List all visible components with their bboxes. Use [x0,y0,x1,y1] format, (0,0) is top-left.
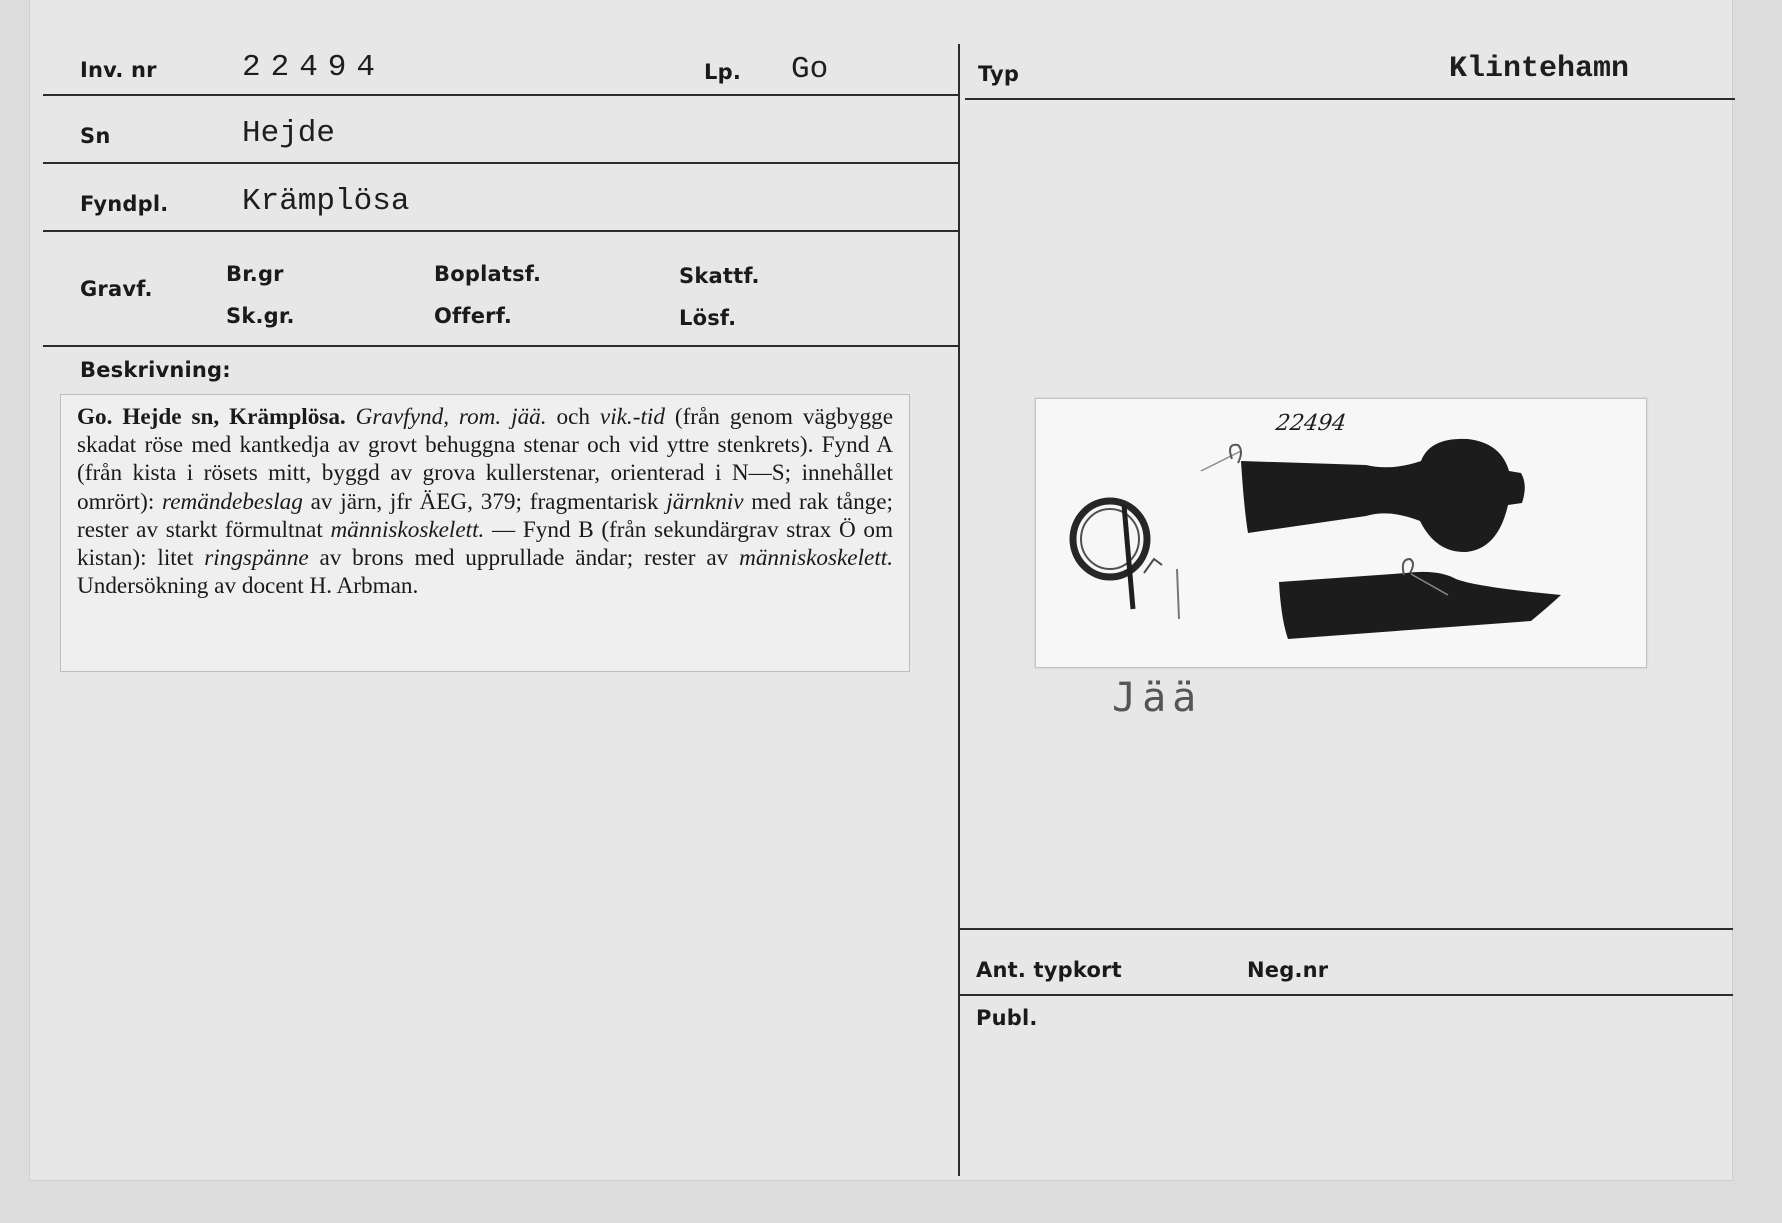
description-lead: Go. Hejde sn, Krämplösa. [77,404,346,430]
rule-typ [965,98,1735,100]
rule-ant [958,928,1733,930]
sn-value: Hejde [242,116,336,151]
belt-end-fitting [1241,439,1525,552]
typ-label: Typ [978,62,1020,86]
losf-label: Lösf. [679,306,737,330]
artifact-photo [1035,398,1647,668]
lp-label: Lp. [704,60,741,84]
fyndpl-value: Krämplösa [242,184,410,219]
fyndpl-label: Fyndpl. [80,192,169,216]
ring-brooch [1073,501,1147,577]
inv-nr-value: 22494 [242,50,386,85]
rule-inv [43,94,958,96]
brooch-pin [1124,505,1133,609]
lp-value: Go [791,52,829,87]
knife-fragment [1279,572,1561,639]
inv-nr-label: Inv. nr [80,58,157,82]
publ-label: Publ. [976,1006,1038,1030]
description-text: Go. Hejde sn, Krämplösa. Gravfynd, rom. jää. och vik.-tid (från genom vägbygge skadat röse med kantkedja av grovt behuggna stenar och vid yttre stenkrets). Fynd A (från kista i rösets mitt, byggd av grova kullerstenar, orienterad i N—S; innehållet omrört): remändebeslag av järn, jfr ÄEG, 379; fragmentarisk järnkniv med rak tånge; rester av starkt förmultnat människoskelett. — Fynd B (från sekundärgrav strax Ö om kistan): litet ringspänne av brons med upprullade ändar; rester av människoskelett. Undersökning av docent H. Arbman. [77,404,893,600]
artifact-drawing [1036,399,1646,667]
column-divider [958,44,960,1176]
beskrivning-label: Beskrivning: [80,358,231,382]
offerf-label: Offerf. [434,304,513,328]
sn-label: Sn [80,124,111,148]
description-clipping [60,394,910,672]
ant-typkort-label: Ant. typkort [976,958,1122,982]
boplatsf-label: Boplatsf. [434,262,542,286]
rule-gravf [43,345,958,347]
photo-inventory-label: 22494 [1274,411,1348,436]
brgr-label: Br.gr [226,262,284,286]
rule-fyndpl [43,230,958,232]
handwritten-note: Jää [1112,675,1203,721]
rule-sn [43,162,958,164]
rule-publ [958,994,1733,996]
typ-value: Klintehamn [1449,52,1630,86]
skattf-label: Skattf. [679,264,760,288]
gravf-label: Gravf. [80,277,153,301]
skgr-label: Sk.gr. [226,304,295,328]
negnr-label: Neg.nr [1247,958,1329,982]
